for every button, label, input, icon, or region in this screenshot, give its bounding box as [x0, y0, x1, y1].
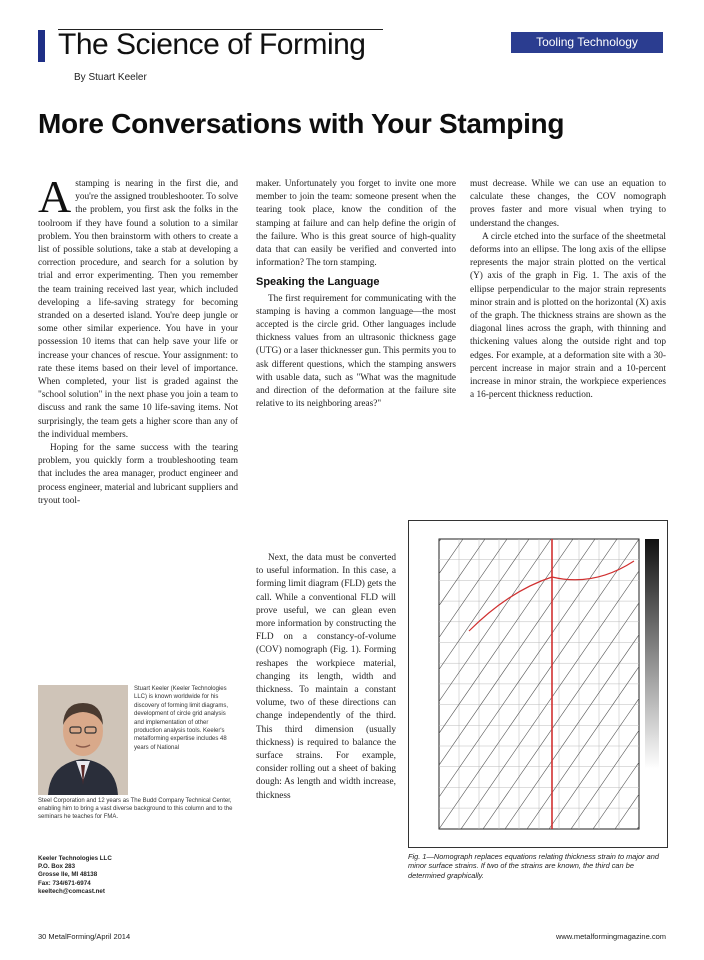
series-title: The Science of Forming — [58, 28, 366, 61]
series-accent-bar — [38, 30, 45, 62]
paragraph: Next, the data must be converted to useful information. In this case, a forming limit diagram (FLD) gets the call. While a conventional FLD will prove useful, we can glean even more information by constructing the FLD on a constancy-of-volume (COV) nomograph (Fig. 1). Forming reshapes the workpiece material, changing its length, width and thickness. To maintain a constant volume, two of these directions can change independently of the third. This third dimension (usually thickness) is required to balance the surface strains. For example, consider rolling out a sheet of baking dough: As length and width increase, thickness — [256, 553, 396, 801]
thickness-strain-line — [409, 539, 441, 829]
article-column-1 — [38, 171, 238, 508]
article-column-2 — [256, 178, 456, 411]
contact-company: Keeler Technologies LLC — [38, 855, 112, 862]
subhead-speaking-language: Speaking the Language — [256, 276, 380, 289]
nomograph-graphic — [409, 521, 667, 847]
author-portrait-image — [38, 685, 128, 795]
drop-cap: A — [38, 171, 72, 222]
thickness-strain-line — [409, 539, 419, 829]
article-column-3 — [470, 178, 666, 402]
paragraph: The first requirement for communicating with the stamping is having a common language—the most accepted is the circle grid. Other languages include thickness values from an ultrasonic thickness gage (UTG) or a laser thicknesser gun. This permits you to ask different questions, which the stamping answers with usable data, such as "What was the magnitude and direction of the deformation at the failure site relative to its neighboring areas?" — [256, 293, 456, 410]
paragraph-intro-text: stamping is nearing in the first die, and you're the assigned troubleshooter. To solve the problem, you first ask the folks in the toolroom if they have found a solution to a similar problem. You then brainstorm with others to create a list of possible solutions, take a stab at developing a correction procedure, and search for a solution by trial and error experimenting. Then you remember the team training received last year, which included developing a life-saving strategy for becoming stranded on a deserted island. You're deep jungle or some other similar experience. You have in your possession 10 items that can help save your life or increase your chances of rescue. Your assignment: to rate these items based on their level of importance. When completed, your list is graded against the "school solution" in the next phase you join a team to discuss and rank the same 10 life-saving items. Not surprisingly, the team gets a higher score than any of the individual members. — [38, 179, 238, 440]
author-contact — [38, 855, 236, 896]
section-badge: Tooling Technology — [511, 32, 663, 53]
article-headline: More Conversations with Your Stamping — [38, 108, 565, 139]
contact-city: Grosse Ile, MI 48138 — [38, 871, 98, 879]
contact-email: keeltech@comcast.net — [38, 887, 105, 895]
figure-nomograph — [408, 520, 668, 848]
author-photo — [38, 685, 128, 795]
thickness-strain-line — [659, 539, 667, 829]
footer-page-info: 30 MetalForming/April 2014 — [38, 932, 131, 941]
footer-website: www.metalformingmagazine.com — [555, 932, 666, 941]
byline: By Stuart Keeler — [74, 72, 147, 83]
paragraph: maker. Unfortunately you forget to invite one more member to join the team: someone present when the tearing took place, know the condition of the stamping at failure and can help define the origin of the failure. Who is this great source of high-quality data that can easily be verified and converted into information? The torn stamping. — [256, 179, 456, 269]
author-bio-continued: Steel Corporation and 12 years as The Budd Company Technical Center, enabling him to bring a vast diverse background to this column and to the seminars he teaches for FMA. — [38, 798, 233, 821]
paragraph: Hoping for the same success with the tearing problem, you quickly form a troubleshooting team that includes the area manager, product engineer and process engineer, material and lubricant suppliers and tryout tool- — [38, 443, 238, 506]
paragraph: A circle etched into the surface of the sheetmetal deforms into an ellipse. The long axis of the ellipse represents the major strain plotted on the vertical (Y) axis of the graph in Fig. 1. The axis of the ellipse perpendicular to the major strain represents minor strain and is plotted on the horizontal (X) axis of the graph. The thickness strains are shown as the diagonal lines across the graph, with thinning and thickening values along the outside right and top edges. For example, at a deformation site with a 30-percent increase in major strain and a 10-percent increase in minor strain, the workpiece experiences a 16-percent thickness reduction. — [470, 231, 666, 401]
contact-fax: Fax: 734/671-6974 — [38, 879, 91, 887]
contact-address: P.O. Box 283 — [38, 863, 76, 871]
thinning-scale-bar — [645, 539, 659, 769]
figure-caption: Fig. 1—Nomograph replaces equations relating thickness strain to major and minor surface strains. If two of the strains are known, the third can be determined graphically. — [408, 852, 660, 880]
article-column-2-lower — [256, 552, 396, 803]
paragraph: must decrease. While we can use an equation to calculate these changes, the COV nomograph proves faster and more visual when trying to understand the changes. — [470, 179, 666, 229]
paragraph-intro — [38, 171, 238, 442]
author-bio: Stuart Keeler (Keeler Technologies LLC) is known worldwide for his discovery of forming limit diagrams, development of circle grid analysis and implementation of other production analysis tools. Keeler's metalforming expertise includes 48 years of National — [134, 686, 229, 751]
